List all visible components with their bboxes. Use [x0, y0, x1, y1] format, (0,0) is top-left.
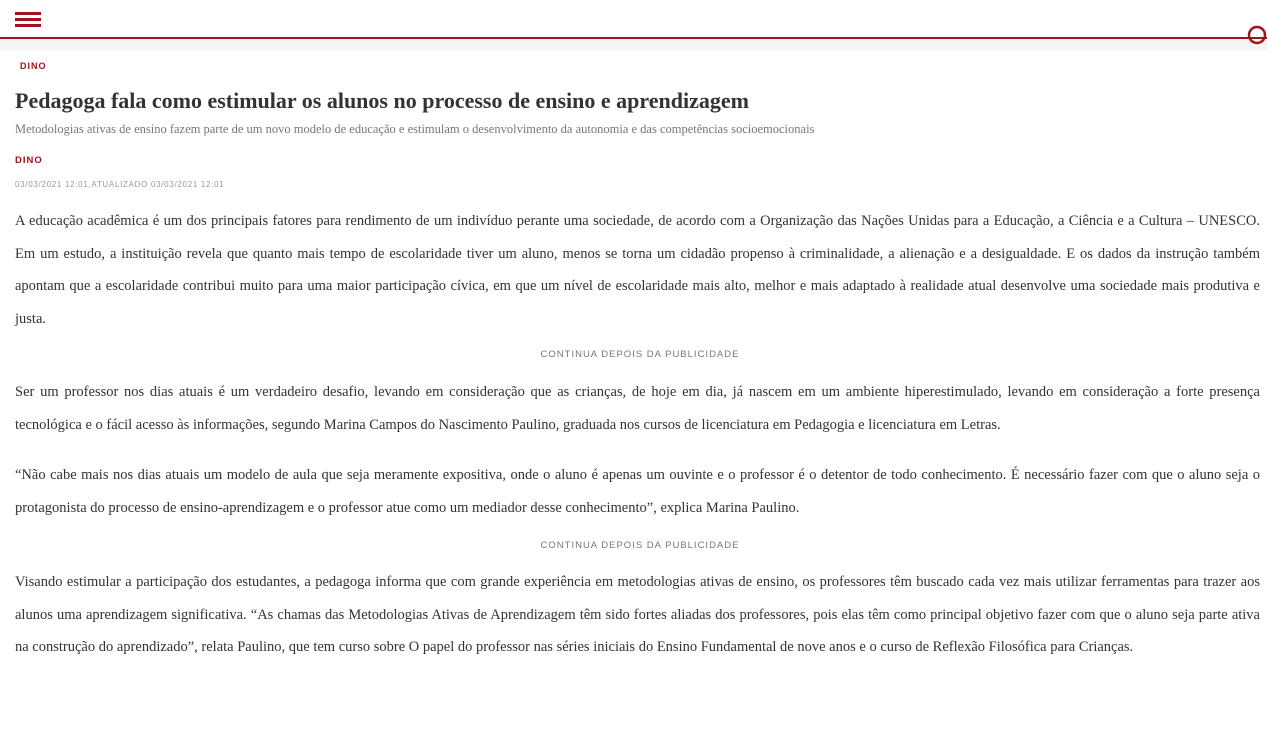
search-icon[interactable] [1247, 25, 1267, 45]
ad-label: CONTINUA DEPOIS DA PUBLICIDADE [540, 540, 740, 551]
article-paragraph-4: Visando estimular a participação dos estudantes, a pedagoga informa que com grande experiência em metodologias ativas de ensino, os professores têm buscado cada vez mais utilizar ferramentas para trazer aos alunos uma aprendizagem significativa. “As chamas das Metodologias Ativas de Aprendizagem têm sido fortes aliadas dos professores, pois elas têm como principal objetivo fazer com que o aluno seja parte ativa na construção do aprendizado”, relata Paulino, que tem curso sobre O papel do professor nas séries iniciais do Ensino Fundamental de nove anos e o curso de Reflexão Filosófica para Crianças. [15, 574, 1260, 655]
hamburger-menu-icon[interactable] [15, 12, 41, 28]
article-paragraph-3: “Não cabe mais nos dias atuais um modelo de aula que seja meramente expositiva, onde o aluno é apenas um ouvinte e o professor é o detentor de todo conhecimento. É necessário fazer com que o aluno seja o protagonista do processo de ensino-aprendizagem e o professor atue como um mediador desse conhecimento”, explica Marina Paulino. [15, 467, 1260, 516]
header-divider-strip [0, 39, 1267, 50]
section-kicker[interactable]: DINO [20, 61, 47, 71]
article-paragraph-1: A educação acadêmica é um dos principais fatores para rendimento de um indivíduo perante uma sociedade, de acordo com a Organização das Nações Unidas para a Educação, a Ciência e a Cultura – UNESCO. Em um estudo, a instituição revela que quanto mais tempo de escolaridade tiver um aluno, menos se torna um cidadão propenso à criminalidade, a alienação e a desigualdade. E os dados da instrução também apontam que a escolaridade contribui muito para uma maior participação cívica, em que um nível de escolaridade mais alto, melhor e mais adaptado à realidade atual desenvolve uma sociedade mais produtiva e justa. [15, 213, 1260, 327]
article-author[interactable]: DINO [15, 155, 43, 166]
article-subtitle: Metodologias ativas de ensino fazem parte de um novo modelo de educação e estimulam o desenvolvimento da autonomia e das competências socioemocionais [15, 122, 815, 136]
article-paragraph-2: Ser um professor nos dias atuais é um verdadeiro desafio, levando em consideração que as crianças, de hoje em dia, já nascem em um ambiente hiperestimulado, levando em consideração a forte presença tecnológica e o fácil acesso às informações, segundo Marina Campos do Nascimento Paulino, graduada nos cursos de licenciatura em Pedagogia e licenciatura em Letras. [15, 384, 1260, 433]
top-bar [0, 0, 1267, 39]
article-title: Pedagoga fala como estimular os alunos no processo de ensino e aprendizagem [15, 88, 749, 113]
ad-label: CONTINUA DEPOIS DA PUBLICIDADE [540, 349, 740, 360]
article-dates: 03/03/2021 12:01,ATUALIZADO 03/03/2021 12:01 [15, 180, 225, 189]
